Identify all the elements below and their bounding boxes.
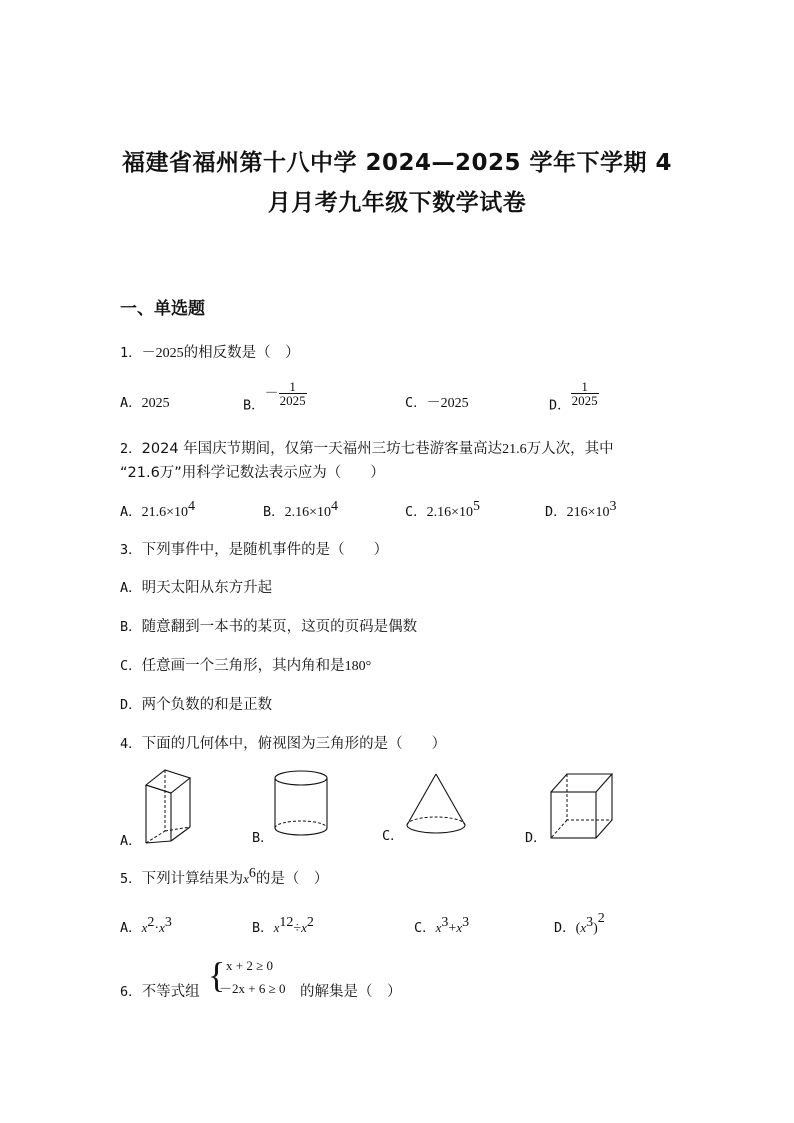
- question-2-line-2: “21.6万”用科学记数法表示应为（ ）: [120, 465, 385, 481]
- q1-option-d: D． $\frac{1}{2025}$: [549, 379, 598, 414]
- q4-option-b-label: B．: [252, 830, 274, 846]
- q5-option-a: A．$x^2\cdot x^3$: [120, 915, 172, 936]
- fraction: $\frac{1}{2025}$: [279, 379, 306, 408]
- title-line-1: 福建省福州第十八中学 2024—2025 学年下学期 4: [121, 150, 673, 176]
- q2-option-d: D．$216\times 10^3$: [545, 499, 617, 520]
- triangular-prism-figure: [138, 765, 198, 847]
- q1-option-b: B．－ $\frac{1}{2025}$: [243, 379, 306, 414]
- question-6-prefix: 6．不等式组: [120, 984, 200, 1000]
- question-3: 3．下列事件中，是随机事件的是（ ）: [120, 542, 389, 558]
- question-4: 4．下面的几何体中，俯视图为三角形的是（ ）: [120, 736, 447, 752]
- cube-figure: [545, 770, 617, 842]
- title-line-2: 月月考九年级下数学试卷: [267, 190, 527, 216]
- cylinder-figure: [270, 768, 336, 840]
- q5-option-c: C．$x^3+x^3$: [414, 915, 470, 936]
- q3-option-b: B．随意翻到一本书的某页，这页的页码是偶数: [120, 619, 418, 635]
- q3-option-c: C．任意画一个三角形，其内角和是180°: [120, 658, 372, 674]
- q4-option-c-label: C．: [382, 828, 404, 844]
- question-2-line-1: 2．2024 年国庆节期间，仅第一天福州三坊七巷游客量高达21.6万人次，其中: [120, 441, 614, 457]
- q1-option-a: A．2025: [120, 395, 170, 411]
- q2-option-c: C．$2.16\times 10^5$: [405, 499, 481, 520]
- inequality-2: －2x + 6 ≥ 0: [219, 981, 286, 996]
- question-1: 1．－2025的相反数是（ ）: [120, 345, 300, 361]
- q1-math: －2025: [141, 346, 184, 361]
- q5-option-b: B．$x^{12}\div x^2$: [252, 915, 314, 936]
- q4-option-d-label: D．: [525, 830, 547, 846]
- cone-figure: [402, 771, 472, 841]
- inequality-1: x + 2 ≥ 0: [226, 958, 273, 973]
- fraction: $\frac{1}{2025}$: [571, 379, 598, 408]
- system-brace: {: [208, 955, 226, 995]
- q3-option-d: D．两个负数的和是正数: [120, 697, 273, 713]
- q1-option-c: C．－2025: [405, 395, 469, 411]
- q4-option-a-label: A．: [120, 833, 142, 849]
- section-heading: 一、单选题: [120, 299, 205, 319]
- q2-option-b: B．$2.16\times 10^4$: [263, 499, 339, 520]
- question-5: 5．下列计算结果为$x^6$的是（ ）: [120, 866, 329, 887]
- q2-option-a: A．$21.6\times 10^4$: [120, 499, 196, 520]
- question-6-suffix: 的解集是（ ）: [300, 984, 402, 1000]
- q3-option-a: A．明天太阳从东方升起: [120, 580, 273, 596]
- q5-option-d: D．$(x^3)^2$: [554, 911, 605, 936]
